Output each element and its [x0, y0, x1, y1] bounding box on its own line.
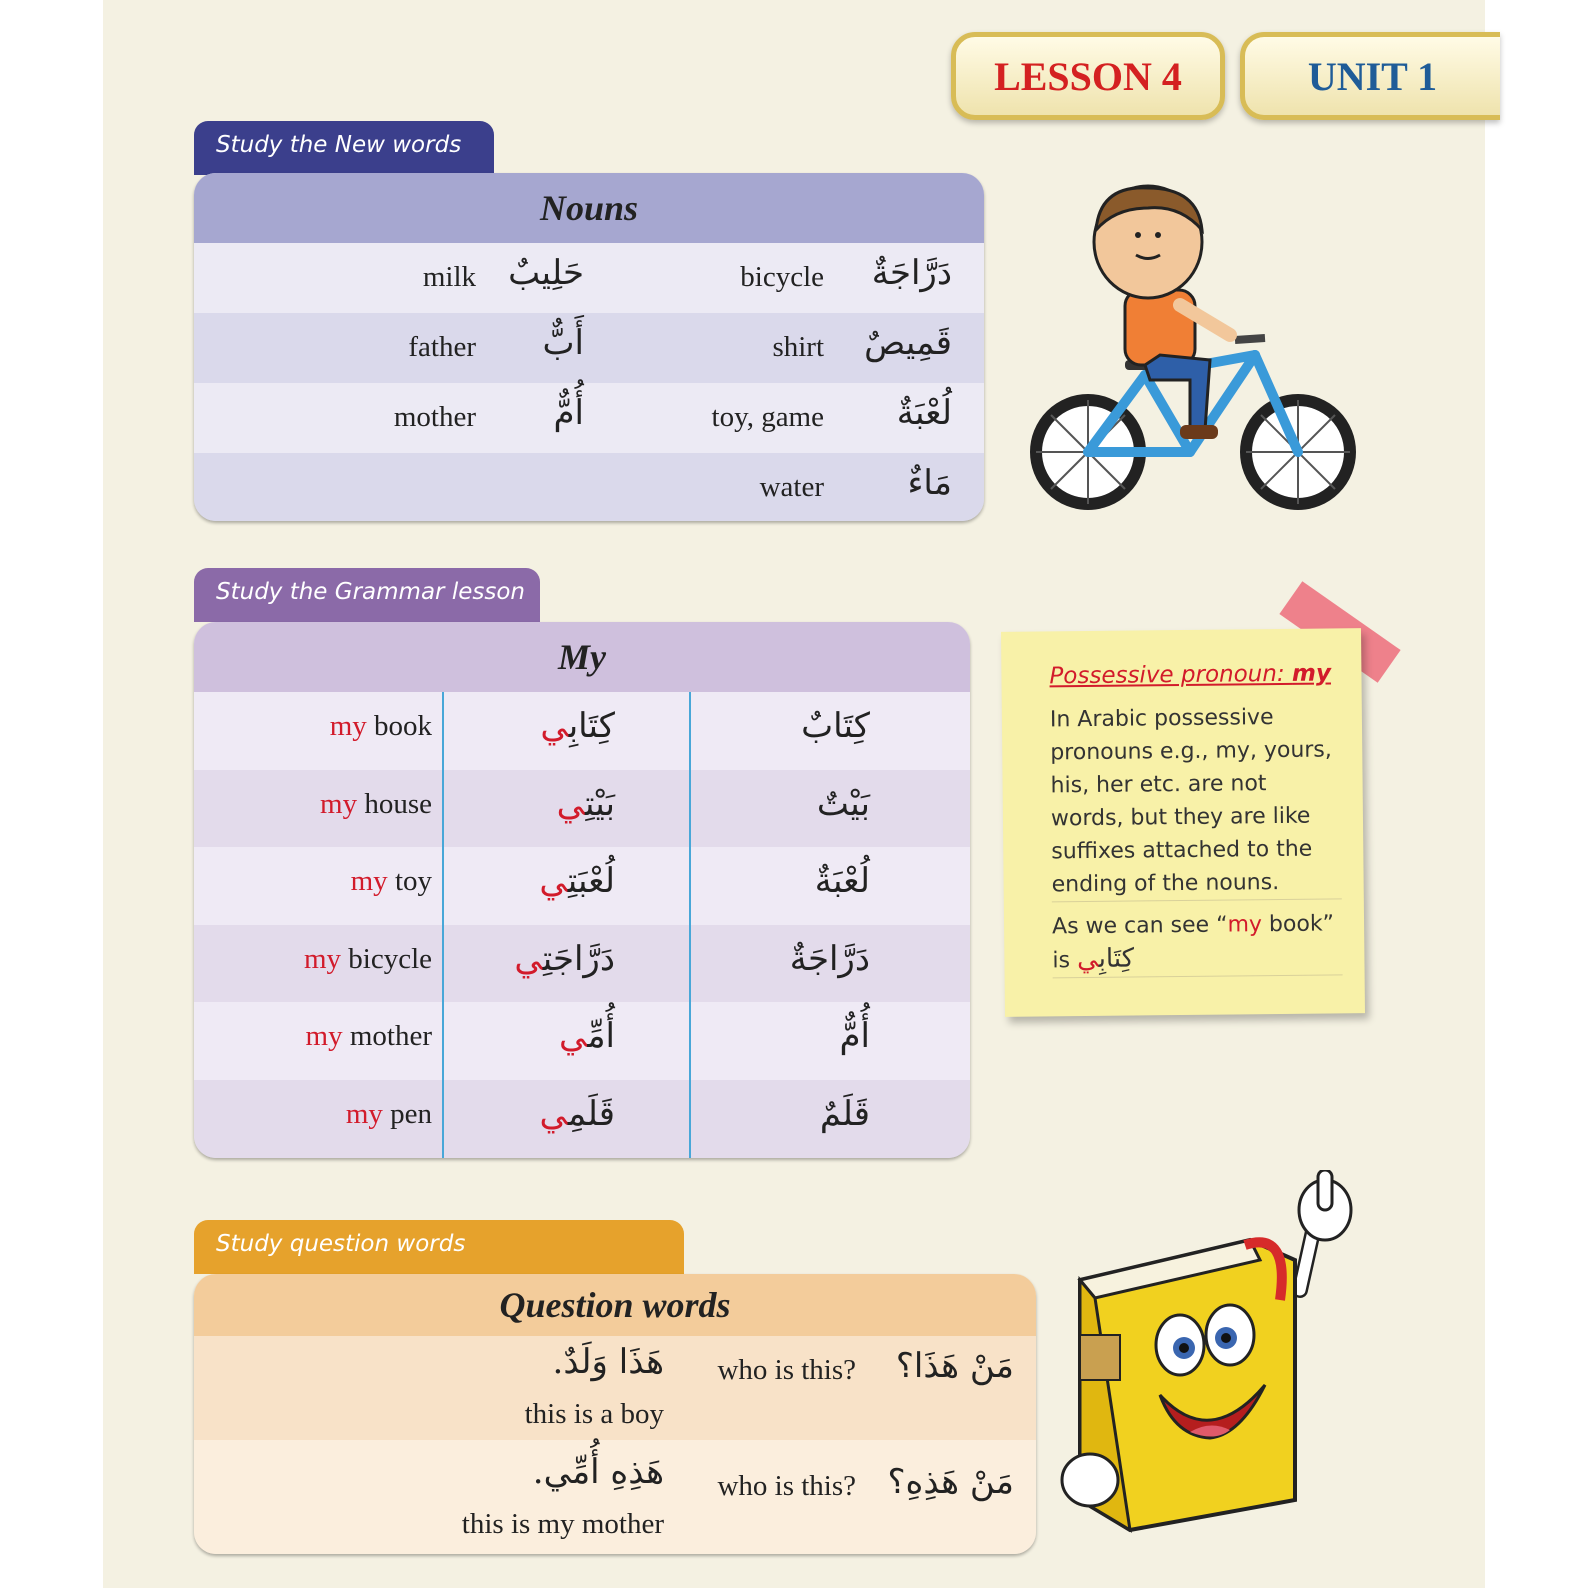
sticky-note [1001, 628, 1365, 1017]
book-mascot-illustration [1050, 1170, 1380, 1550]
grammar-row [194, 1002, 970, 1080]
grammar-en: my pen [345, 1098, 432, 1130]
question-ar: مَنْ هَذَا؟ [895, 1346, 1014, 1386]
note-title: Possessive pronoun: my [1049, 660, 1332, 690]
nouns-row [194, 383, 984, 453]
nouns-row [194, 243, 984, 313]
grammar-tab: Study the Grammar lesson [194, 568, 540, 622]
grammar-ar-possessive: قَلَمِي [539, 1094, 615, 1134]
question-en: who is this? [717, 1354, 856, 1386]
question-row [194, 1440, 1036, 1554]
noun-en: shirt [772, 331, 824, 363]
grammar-row [194, 925, 970, 1003]
grammar-ar-base: قَلَمٌ [819, 1094, 870, 1134]
grammar-en: my book [329, 710, 432, 742]
lesson-badge: LESSON 4 [951, 32, 1225, 120]
grammar-title: My [194, 622, 970, 692]
grammar-en: my mother [305, 1020, 432, 1053]
grammar-ar-base: دَرَّاجَةٌ [789, 938, 870, 979]
note-paragraph: In Arabic possessive pronouns e.g., my, yours, his, her etc. are not words, but they are like suffixes attached to the ending of the nouns. [1050, 700, 1342, 902]
noun-en: toy, game [711, 401, 824, 433]
grammar-ar-possessive: بَيْتِي [556, 783, 615, 824]
unit-badge: UNIT 1 [1240, 32, 1500, 120]
grammar-ar-base: أُمٌّ [839, 1016, 870, 1057]
grammar-panel [194, 622, 970, 1158]
noun-ar: لُعْبَةٌ [896, 393, 952, 433]
nouns-panel [194, 173, 984, 521]
questions-title: Question words [194, 1274, 1036, 1336]
noun-en: bicycle [740, 261, 824, 293]
answer-ar: هَذِهِ أُمِّي. [532, 1452, 664, 1492]
noun-en: mother [393, 401, 476, 433]
column-divider [689, 692, 691, 1158]
question-en: who is this? [717, 1470, 856, 1502]
grammar-ar-possessive: دَرَّاجَتِي [514, 938, 615, 979]
noun-en: milk [422, 261, 476, 293]
question-ar: مَنْ هَذِهِ؟ [887, 1462, 1014, 1502]
questions-tab: Study question words [194, 1220, 684, 1274]
grammar-row [194, 847, 970, 925]
grammar-ar-possessive: كِتَابِي [540, 706, 615, 746]
answer-en: this is a boy [524, 1398, 664, 1430]
grammar-row [194, 770, 970, 848]
noun-ar: مَاءٌ [907, 463, 952, 503]
answer-ar: هَذَا وَلَدٌ. [552, 1342, 664, 1382]
noun-ar: أُمٌّ [553, 393, 584, 433]
grammar-en: my house [320, 787, 432, 820]
grammar-row [194, 1080, 970, 1158]
noun-ar: حَلِيبٌ [508, 253, 584, 293]
grammar-ar-base: كِتَابٌ [801, 706, 870, 746]
column-divider [442, 692, 444, 1158]
grammar-row [194, 692, 970, 770]
noun-en: water [759, 471, 824, 503]
note-body [1050, 700, 1343, 986]
nouns-title: Nouns [194, 173, 984, 243]
grammar-ar-possessive: أُمِّي [558, 1016, 615, 1057]
noun-en: father [408, 331, 476, 363]
noun-ar: أَبٌّ [542, 323, 584, 363]
new-words-tab: Study the New words [194, 121, 494, 175]
noun-ar: قَمِيصٌ [864, 323, 952, 363]
note-paragraph: As we can see “my book” is كِتَابِي [1052, 907, 1343, 978]
noun-ar: دَرَّاجَةٌ [871, 253, 952, 293]
grammar-en: my bicycle [303, 942, 432, 975]
answer-en: this is my mother [461, 1508, 664, 1540]
nouns-row [194, 313, 984, 383]
boy-bicycle-illustration [1030, 180, 1370, 520]
question-row [194, 1336, 1036, 1440]
grammar-en: my toy [350, 865, 432, 898]
nouns-row [194, 453, 984, 521]
questions-panel [194, 1274, 1036, 1554]
grammar-ar-base: بَيْتٌ [816, 783, 870, 824]
grammar-ar-base: لُعْبَةٌ [814, 861, 870, 902]
grammar-ar-possessive: لُعْبَتِي [539, 861, 615, 902]
